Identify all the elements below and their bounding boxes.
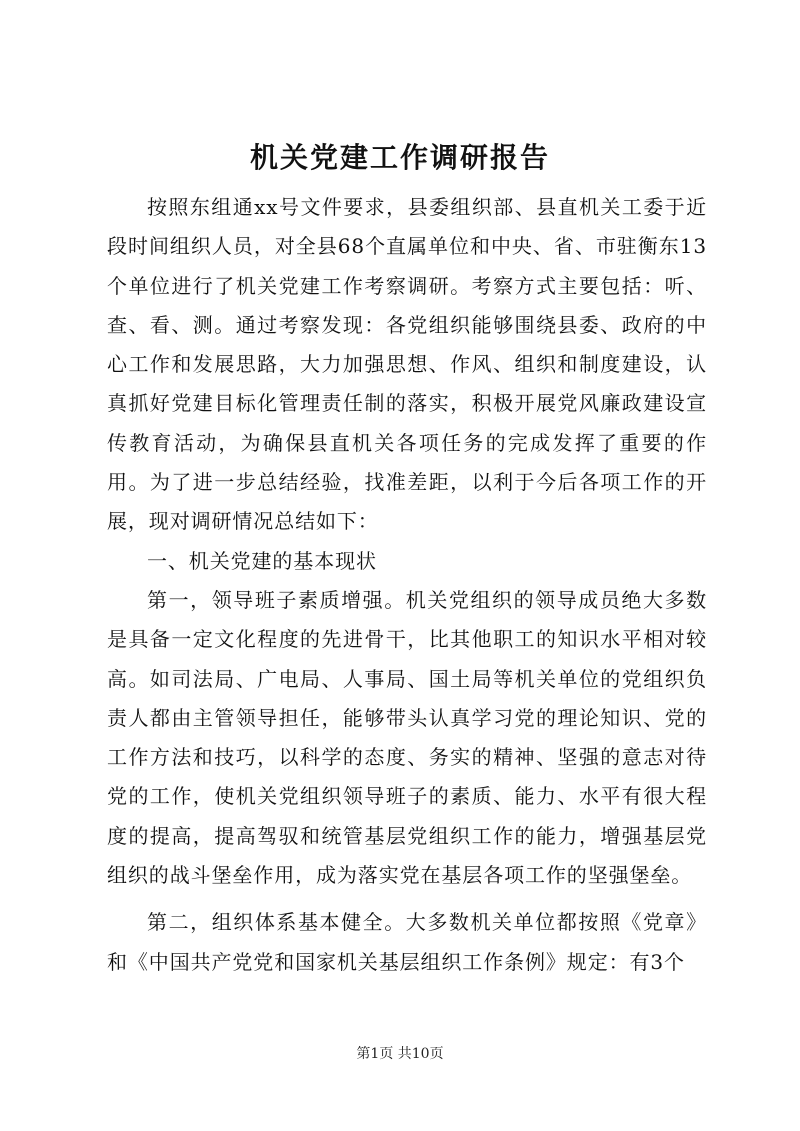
point-one-paragraph: 第一，领导班子素质增强。机关党组织的领导成员绝大多数是具备一定文化程度的先进骨干，比其他职工的知识水平相对较高。如司法局、广电局、人事局、国土局等机关单位的党组织负责人都由主管领导担任，能够带头认真学习党的理论知识、党的工作方法和技巧，以科学的态度、务实的精神、坚强的意志对待党的工作，使机关党组织领导班子的素质、能力、水平有很大程度的提高，提高驾驭和统管基层党组织工作的能力，增强基层党组织的战斗堡垒作用，成为落实党在基层各项工作的坚强堡垒。 [107,587,707,888]
page-number-footer: 第1页 共10页 [356,1046,444,1062]
section-heading: 一、机关党建的基本现状 [147,548,377,573]
point-two-paragraph: 第二，组织体系基本健全。大多数机关单位都按照《党章》和《中国共产党党和国家机关基层组织工作条例》规定：有3个 [107,910,707,974]
intro-paragraph: 按照东组通xx号文件要求，县委组织部、县直机关工委于近段时间组织人员，对全县68个直属单位和中央、省、市驻衡东13个单位进行了机关党建工作考察调研。考察方式主要包括：听、查、看、测。通过考察发现：各党组织能够围绕县委、政府的中心工作和发展思路，大力加强思想、作风、组织和制度建设，认真抓好党建目标化管理责任制的落实，积极开展党风廉政建设宣传教育活动，为确保县直机关各项任务的完成发挥了重要的作用。为了进一步总结经验，找准差距，以利于今后各项工作的开展，现对调研情况总结如下： [107,195,707,534]
document-title: 机关党建工作调研报告 [249,141,550,174]
document-body [107,188,707,982]
paragraph-gap [107,895,707,903]
